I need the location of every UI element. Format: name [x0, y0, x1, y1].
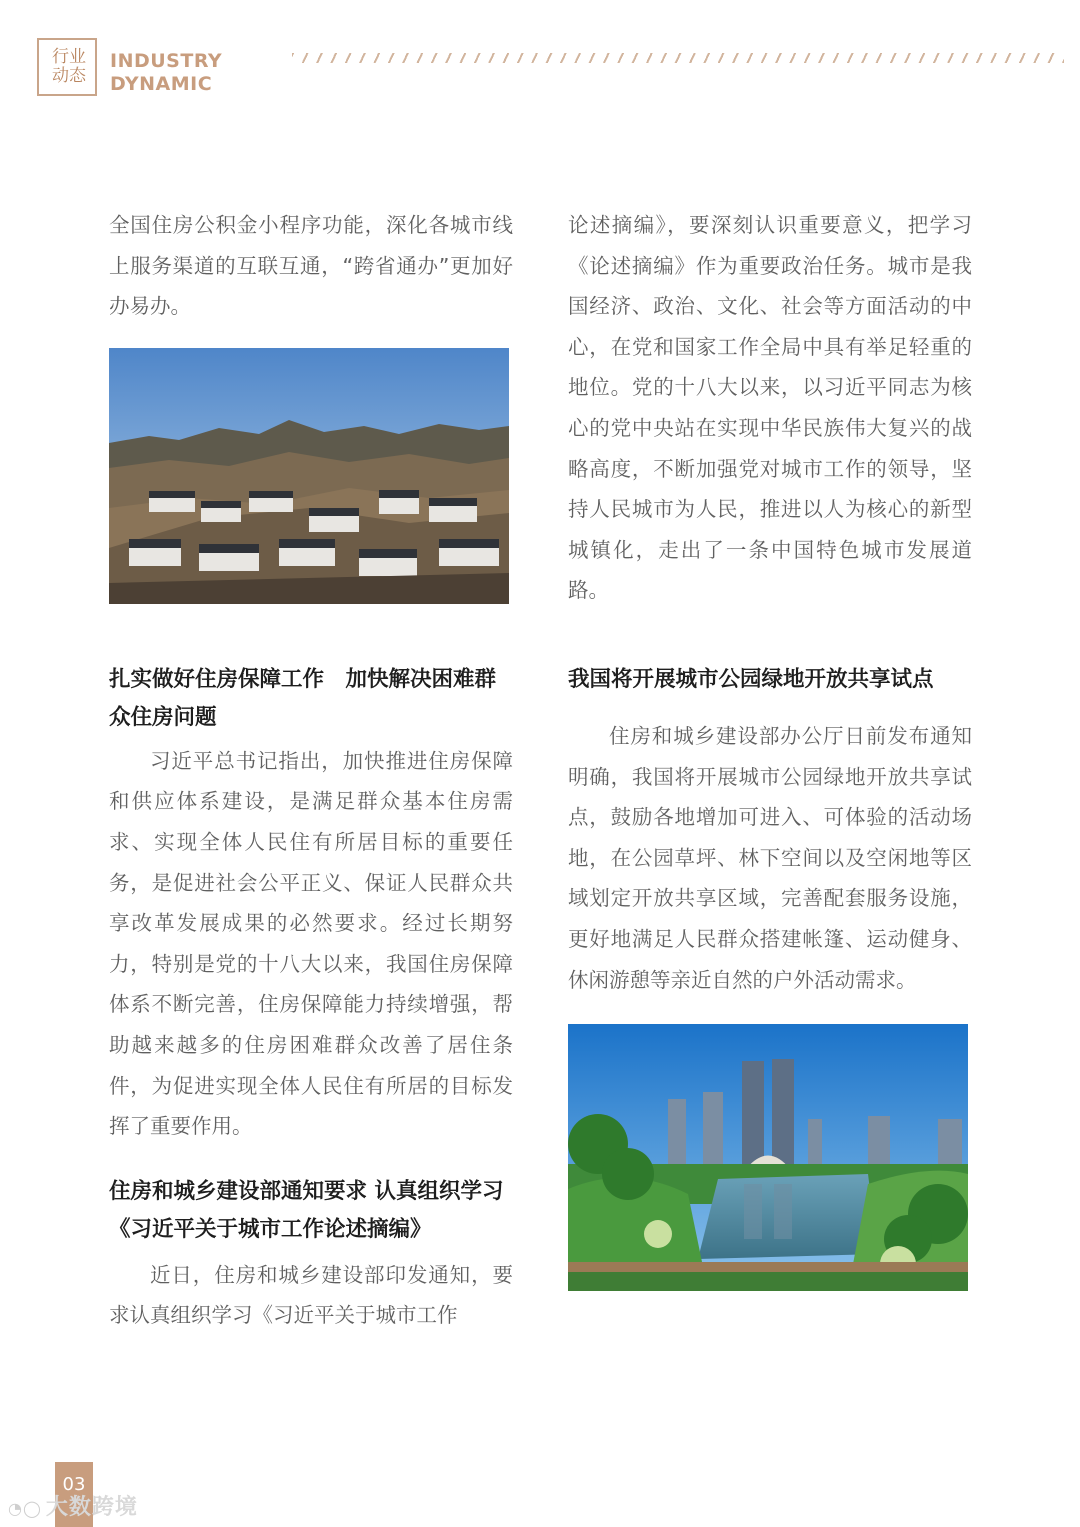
park-photo-image — [568, 1024, 968, 1291]
section-body-housing-security: 习近平总书记指出，加快推进住房保障和供应体系建设，是满足群众基本住房需求、实现全体人民住有所居目标的重要任务，是促进社会公平正义、保证人民群众共享改革发展成果的必然要求。经过长期努力，特别是党的十八大以来，我国住房保障体系不断完善，住房保障能力持续增强，帮助越来越多的住房困难群众改善了居住条件，为促进实现全体人民住有所居的目标发挥了重要作用。 — [109, 748, 513, 1139]
left-column — [109, 205, 513, 1336]
page-number: 03 — [55, 1462, 93, 1527]
park-photo — [568, 1024, 968, 1291]
intro-paragraph: 全国住房公积金小程序功能，深化各城市线上服务渠道的互联互通，“跨省通办”更加好办易办。 — [109, 213, 513, 319]
badge-line-1: 行业 — [52, 47, 86, 67]
section-heading-study-notice: 住房和城乡建设部通知要求 认真组织学习《习近平关于城市工作论述摘编》 — [109, 1178, 504, 1242]
section-title-en-line-2: DYNAMIC — [110, 73, 213, 95]
section-heading-park-pilot: 我国将开展城市公园绿地开放共享试点 — [568, 666, 934, 692]
section-badge — [37, 38, 97, 96]
badge-line-2: 动态 — [52, 66, 86, 86]
continued-paragraph: 论述摘编》，要深刻认识重要意义，把学习《论述摘编》作为重要政治任务。城市是我国经济、政治、文化、社会等方面活动的中心，在党和国家工作全局中具有举足轻重的地位。党的十八大以来，以习近平同志为核心的党中央站在实现中华民族伟大复兴的战略高度，不断加强党对城市工作的领导，坚持人民城市为人民，推进以人为核心的新型城镇化，走出了一条中国特色城市发展道路。 — [568, 213, 972, 603]
section-body-park-pilot: 住房和城乡建设部办公厅日前发布通知明确，我国将开展城市公园绿地开放共享试点，鼓励各地增加可进入、可体验的活动场地，在公园草坪、林下空间以及空闲地等区域划定开放共享区域，完善配套服务设施，更好地满足人民群众搭建帐篷、运动健身、休闲游憩等亲近自然的户外活动需求。 — [568, 723, 972, 992]
watermark-text: 大数跨境 — [45, 1495, 138, 1520]
section-title-en-line-1: INDUSTRY — [110, 50, 223, 72]
header-divider — [292, 53, 1064, 63]
village-photo — [109, 348, 509, 604]
section-heading-housing-security: 扎实做好住房保障工作 加快解决困难群众住房问题 — [109, 666, 497, 730]
section-body-study-notice: 近日，住房和城乡建设部印发通知，要求认真组织学习《习近平关于城市工作 — [109, 1262, 513, 1328]
right-column — [568, 205, 972, 1291]
watermark-logo-icon: ◔◯ — [8, 1499, 42, 1518]
village-photo-image — [109, 348, 509, 604]
section-title-en — [110, 50, 222, 96]
badge-label — [47, 48, 91, 86]
watermark — [8, 1490, 138, 1521]
